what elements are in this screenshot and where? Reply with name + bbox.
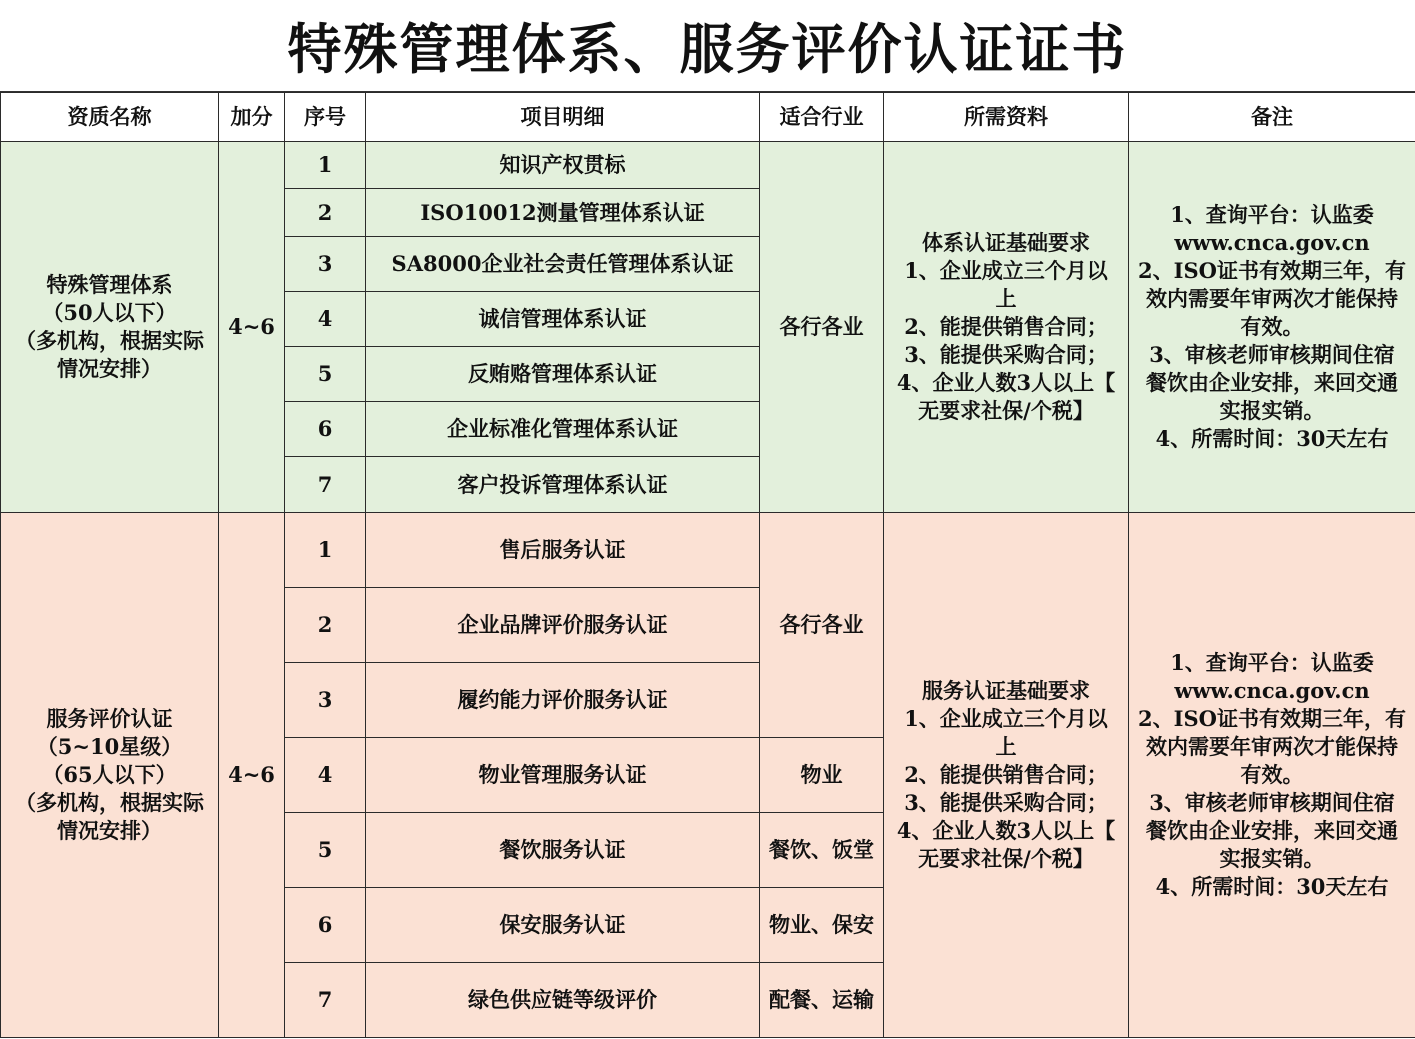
qualification-name-line: 特殊管理体系: [46, 272, 173, 297]
materials-line: 无要求社保/个税】: [918, 398, 1094, 423]
item-cell: SA8000企业社会责任管理体系认证: [366, 237, 760, 292]
header-item: 项目明细: [366, 93, 760, 142]
qualification-name-line: （50人以下）: [42, 300, 177, 325]
notes-line: www.cnca.gov.cn: [1174, 230, 1370, 255]
header-score: 加分: [219, 93, 285, 142]
notes-line: 有效。: [1240, 314, 1304, 339]
item-cell: 诚信管理体系认证: [366, 292, 760, 347]
notes-line: 实报实销。: [1219, 398, 1325, 423]
materials-line: 4、企业人数3人以上【: [896, 370, 1116, 395]
notes-cell: [1129, 513, 1415, 1038]
notes-line: 1、查询平台：认监委: [1170, 650, 1374, 675]
qualification-name-line: （多机构，根据实际: [15, 328, 204, 353]
qualification-name-line: （65人以下）: [42, 762, 177, 787]
number-cell: 3: [285, 663, 366, 738]
industry-cell: 配餐、运输: [760, 963, 884, 1038]
number-cell: 1: [285, 513, 366, 588]
notes-line: 4、所需时间：30天左右: [1155, 426, 1389, 451]
number-cell: 4: [285, 738, 366, 813]
materials-line: 1、企业成立三个月以: [904, 706, 1108, 731]
industry-cell: 各行各业: [760, 513, 884, 738]
item-cell: 反贿赂管理体系认证: [366, 347, 760, 402]
notes-line: 实报实销。: [1219, 846, 1325, 871]
number-cell: 2: [285, 189, 366, 237]
industry-cell: 物业、保安: [760, 888, 884, 963]
qualification-name: [1, 513, 219, 1038]
qualification-name-line: （5~10星级）: [36, 734, 183, 759]
item-cell: 知识产权贯标: [366, 142, 760, 189]
page-title: 特殊管理体系、服务评价认证证书: [0, 0, 1415, 92]
materials-line: 2、能提供销售合同；: [904, 314, 1108, 339]
table-row: [1, 142, 1415, 189]
materials-line: 无要求社保/个税】: [918, 846, 1094, 871]
item-cell: 企业品牌评价服务认证: [366, 588, 760, 663]
notes-cell: [1129, 142, 1415, 513]
notes-line: 2、ISO证书有效期三年，有: [1138, 258, 1406, 283]
materials-line: 上: [995, 734, 1017, 759]
item-cell: 保安服务认证: [366, 888, 760, 963]
header-row: [1, 93, 1415, 142]
number-cell: 4: [285, 292, 366, 347]
table-row: [1, 513, 1415, 588]
number-cell: 6: [285, 888, 366, 963]
notes-line: 有效。: [1240, 762, 1304, 787]
header-materials: 所需资料: [884, 93, 1129, 142]
notes-line: 餐饮由企业安排，来回交通: [1146, 818, 1398, 843]
score-cell: 4~6: [219, 513, 285, 1038]
number-cell: 7: [285, 457, 366, 513]
materials-line: 1、企业成立三个月以: [904, 258, 1108, 283]
qualification-name: [1, 142, 219, 513]
item-cell: 企业标准化管理体系认证: [366, 402, 760, 457]
header-number: 序号: [285, 93, 366, 142]
industry-cell: 物业: [760, 738, 884, 813]
notes-line: 3、审核老师审核期间住宿: [1149, 790, 1395, 815]
materials-line: 4、企业人数3人以上【: [896, 818, 1116, 843]
certificate-table: [0, 92, 1415, 1038]
number-cell: 6: [285, 402, 366, 457]
qualification-name-line: （多机构，根据实际: [15, 790, 204, 815]
notes-line: 餐饮由企业安排，来回交通: [1146, 370, 1398, 395]
number-cell: 2: [285, 588, 366, 663]
item-cell: 绿色供应链等级评价: [366, 963, 760, 1038]
header-notes: 备注: [1129, 93, 1415, 142]
item-cell: 物业管理服务认证: [366, 738, 760, 813]
item-cell: 履约能力评价服务认证: [366, 663, 760, 738]
materials-cell: [884, 513, 1129, 1038]
materials-line: 3、能提供采购合同；: [904, 342, 1108, 367]
notes-line: 4、所需时间：30天左右: [1155, 874, 1389, 899]
materials-line: 2、能提供销售合同；: [904, 762, 1108, 787]
number-cell: 1: [285, 142, 366, 189]
number-cell: 5: [285, 813, 366, 888]
materials-line: 3、能提供采购合同；: [904, 790, 1108, 815]
notes-line: 3、审核老师审核期间住宿: [1149, 342, 1395, 367]
industry-cell: 餐饮、饭堂: [760, 813, 884, 888]
item-cell: 客户投诉管理体系认证: [366, 457, 760, 513]
item-cell: ISO10012测量管理体系认证: [366, 189, 760, 237]
materials-line: 服务认证基础要求: [922, 678, 1090, 703]
notes-line: 1、查询平台：认监委: [1170, 202, 1374, 227]
header-qualification: 资质名称: [1, 93, 219, 142]
industry-cell: 各行各业: [760, 142, 884, 513]
number-cell: 3: [285, 237, 366, 292]
notes-line: www.cnca.gov.cn: [1174, 678, 1370, 703]
qualification-name-line: 情况安排）: [57, 818, 162, 843]
materials-cell: [884, 142, 1129, 513]
notes-line: 2、ISO证书有效期三年，有: [1138, 706, 1406, 731]
qualification-name-line: 服务评价认证: [46, 706, 173, 731]
score-cell: 4~6: [219, 142, 285, 513]
materials-line: 体系认证基础要求: [922, 230, 1090, 255]
header-industry: 适合行业: [760, 93, 884, 142]
qualification-name-line: 情况安排）: [57, 356, 162, 381]
number-cell: 7: [285, 963, 366, 1038]
notes-line: 效内需要年审两次才能保持: [1146, 286, 1398, 311]
notes-line: 效内需要年审两次才能保持: [1146, 734, 1398, 759]
materials-line: 上: [995, 286, 1017, 311]
number-cell: 5: [285, 347, 366, 402]
item-cell: 餐饮服务认证: [366, 813, 760, 888]
item-cell: 售后服务认证: [366, 513, 760, 588]
